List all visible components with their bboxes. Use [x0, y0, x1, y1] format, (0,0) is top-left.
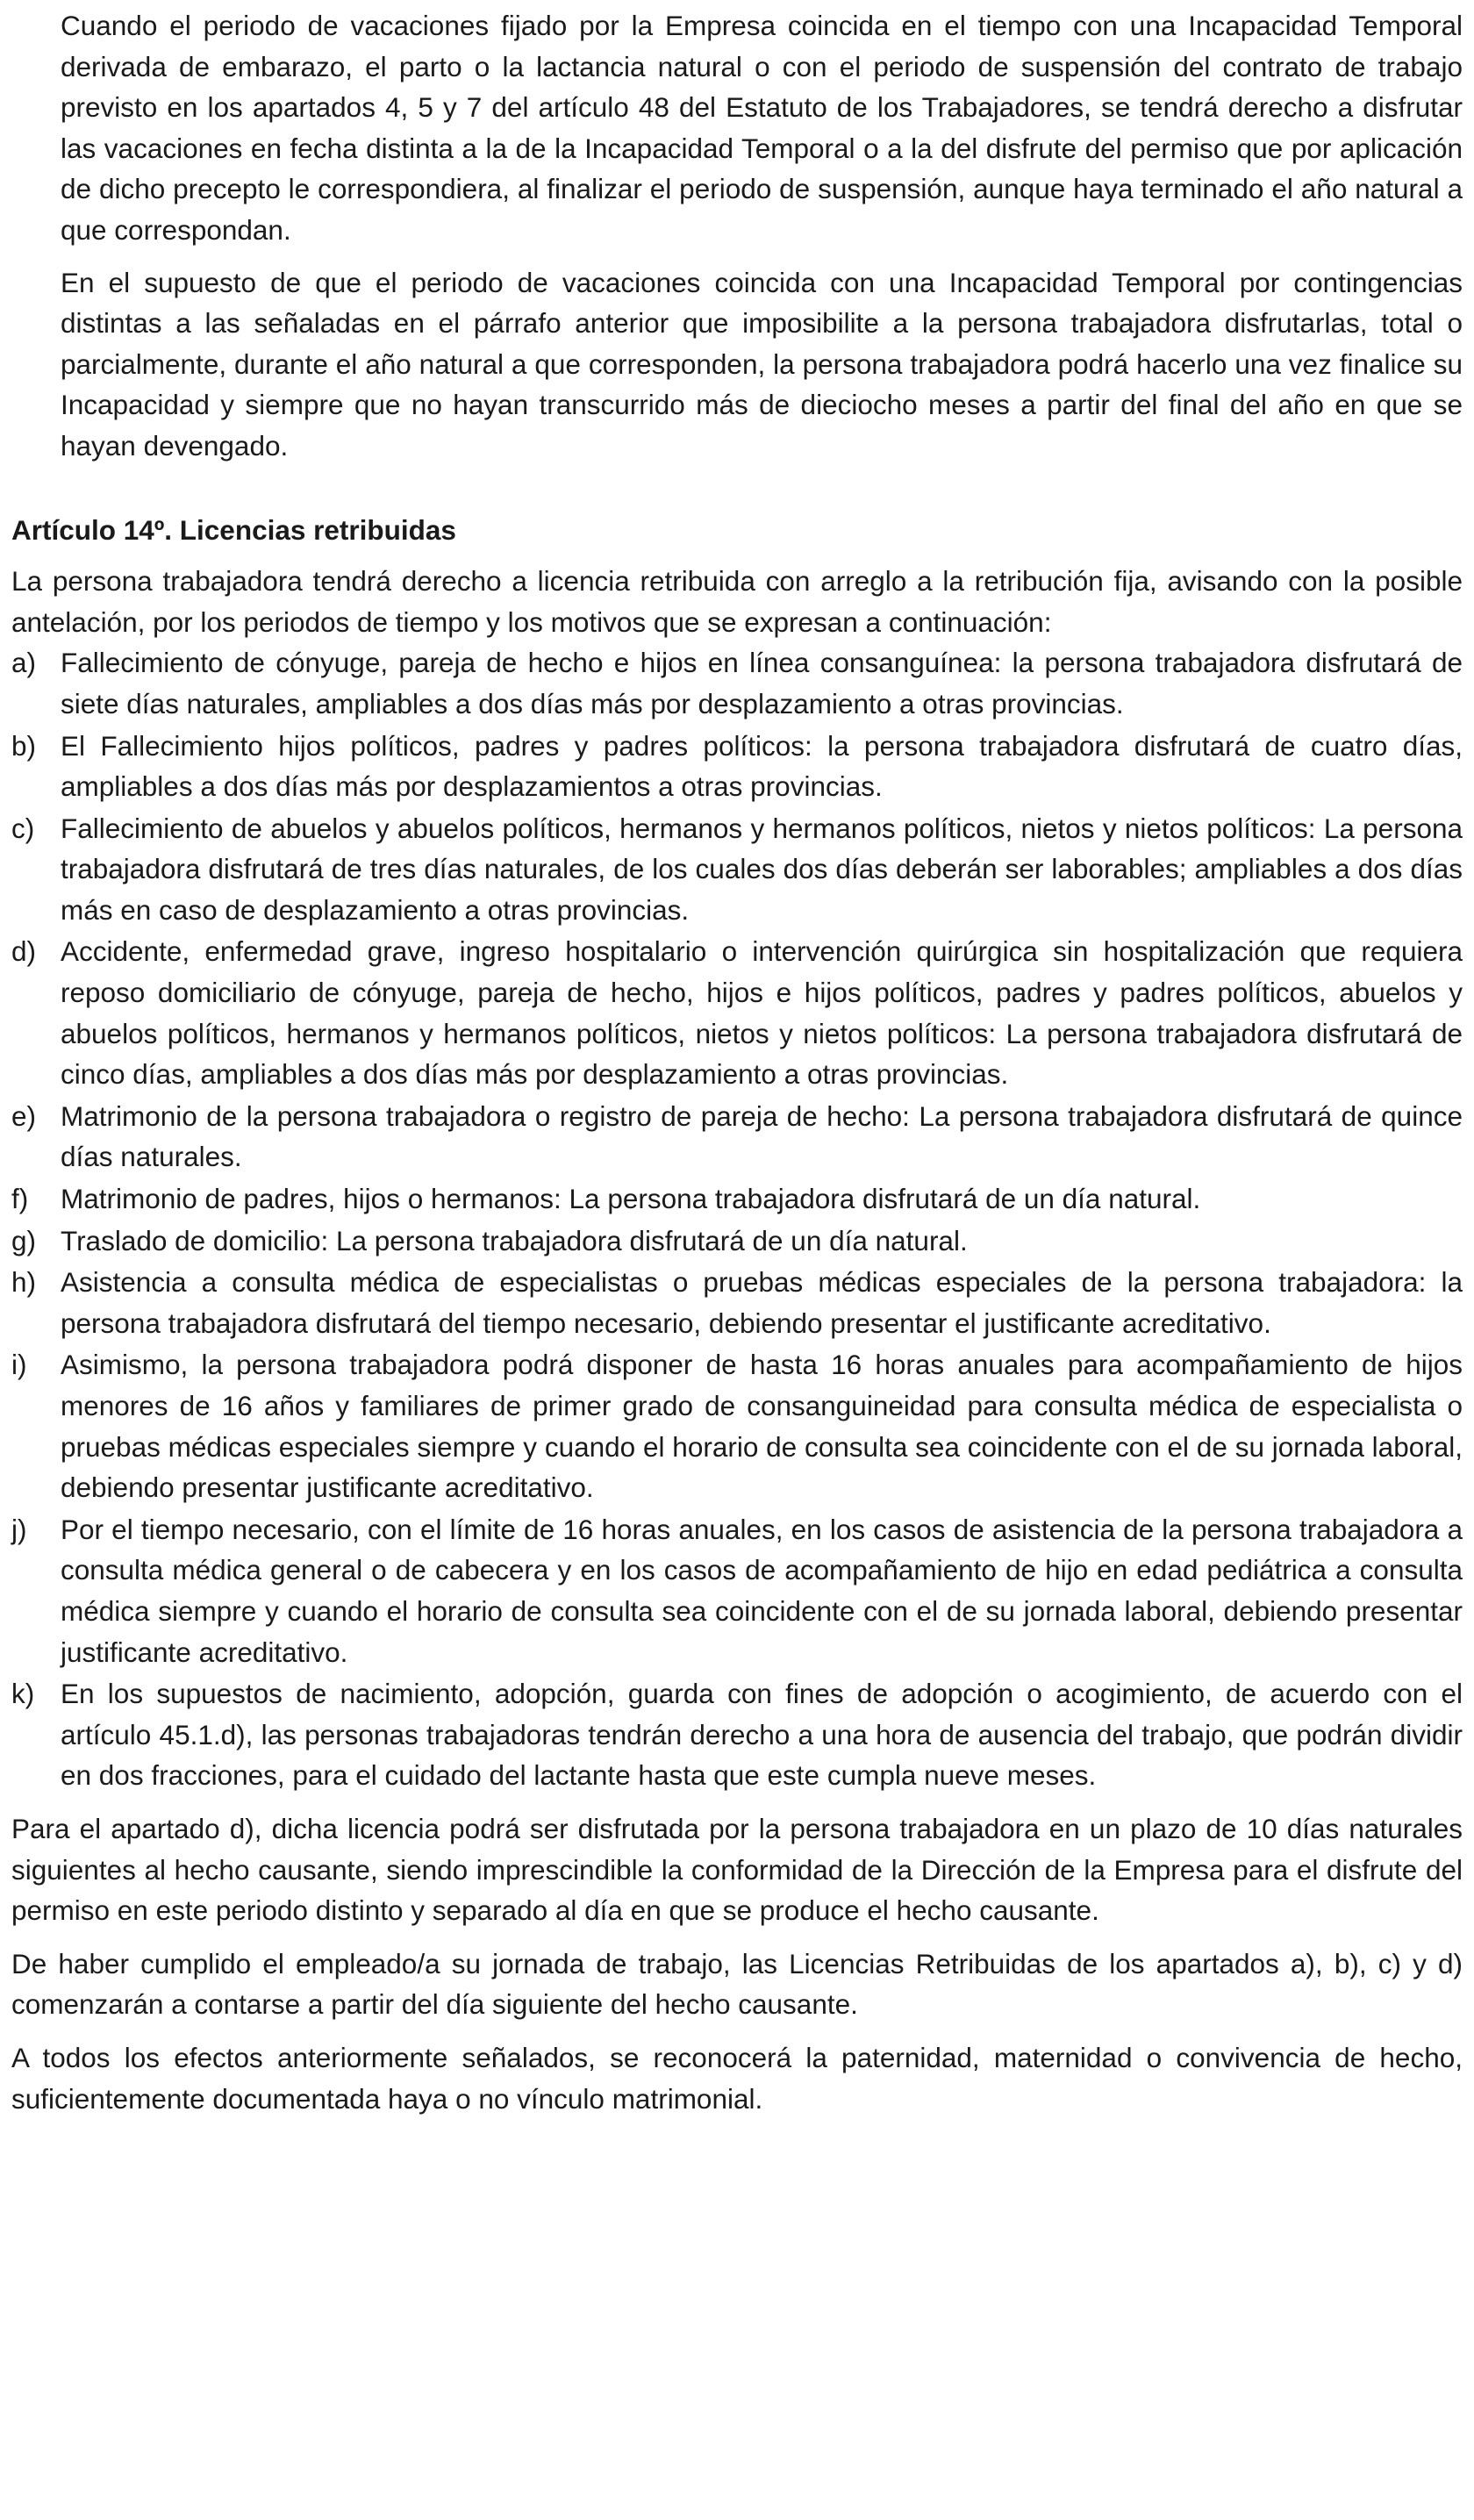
list-item — [11, 1509, 1463, 1672]
item-text: El Fallecimiento hijos políticos, padres y padres políticos: la persona trabajadora disfrutará de cuatro días, ampliables a dos días más por desplazamientos a otras provincias. — [61, 729, 1463, 803]
list-item — [11, 1221, 1463, 1262]
item-text: Fallecimiento de cónyuge, pareja de hecho e hijos en línea consanguínea: la persona trabajadora disfrutará de siete días naturales, ampliables a dos días más por desplazamiento a otras provincias. — [61, 647, 1463, 719]
item-marker: h) — [11, 1266, 37, 1299]
item-text: Por el tiempo necesario, con el límite de 16 horas anuales, en los casos de asistencia de la persona trabajadora a consulta médica general o de cabecera y en los casos de acompañamiento de hijo en edad pediátrica a consulta médica siempre y cuando el horario de consulta sea coincidente con el de su jornada laboral, debiendo presentar justificante acreditativo. — [61, 1513, 1463, 1668]
item-text: Matrimonio de la persona trabajadora o registro de pareja de hecho: La persona trabajadora disfrutará de quince días naturales. — [61, 1099, 1463, 1173]
list-item — [11, 1178, 1463, 1220]
item-marker: a) — [11, 647, 37, 679]
article-title: Artículo 14º. Licencias retribuidas — [11, 513, 456, 546]
list-item — [11, 1262, 1463, 1343]
list-item — [11, 642, 1463, 724]
item-text: Accidente, enfermedad grave, ingreso hospitalario o intervención quirúrgica sin hospitalización que requiera reposo domiciliario de cónyuge, pareja de hecho, hijos e hijos políticos, padres y padres políticos, abuelos y abuelos políticos, hermanos y hermanos políticos, nietos y nietos políticos: La persona trabajadora disfrutará de cinco días, ampliables a dos días más por desplazamiento a otras provincias. — [61, 935, 1463, 1091]
list-item — [11, 1673, 1463, 1796]
item-marker: j) — [11, 1513, 27, 1545]
item-marker: e) — [11, 1099, 37, 1132]
intro-paragraph: Cuando el periodo de vacaciones fijado por la Empresa coincida en el tiempo con una Incapacidad Temporal derivada de embarazo, el parto o la lactancia natural o con el periodo de suspensión del contrato de trabajo previsto en los apartados 4, 5 y 7 del artículo 48 del Estatuto de los Trabajadores, se tendrá derecho a disfrutar las vacaciones en fecha distinta a la de la Incapacidad Temporal o a la del disfrute del permiso que por aplicación de dicho precepto le correspondiera, al finalizar el periodo de suspensión, aunque haya terminado el año natural a que correspondan. — [61, 10, 1463, 246]
closing-paragraph: De haber cumplido el empleado/a su jornada de trabajo, las Licencias Retribuidas de los apartados a), b), c) y d) comenzarán a contarse a partir del día siguiente del hecho causante. — [11, 1947, 1463, 2021]
item-text: Traslado de domicilio: La persona trabajadora disfrutará de un día natural. — [61, 1224, 968, 1256]
item-marker: d) — [11, 935, 37, 968]
list-item — [11, 808, 1463, 931]
list-item — [11, 931, 1463, 1094]
document-page — [11, 5, 1463, 2119]
item-marker: b) — [11, 729, 37, 762]
item-text: En los supuestos de nacimiento, adopción, guarda con fines de adopción o acogimiento, de acuerdo con el artículo 45.1.d), las personas trabajadoras tendrán derecho a una hora de ausencia del trabajo, que podrán dividir en dos fracciones, para el cuidado del lactante hasta que este cumpla nueve meses. — [61, 1678, 1463, 1792]
closing-paragraph: Para el apartado d), dicha licencia podrá ser disfrutada por la persona trabajadora en un plazo de 10 días naturales siguientes al hecho causante, siendo imprescindible la conformidad de la Dirección de la Empresa para el disfrute del permiso en este periodo distinto y separado al día en que se produce el hecho causante. — [11, 1812, 1463, 1927]
article-lead: La persona trabajadora tendrá derecho a licencia retribuida con arreglo a la retribución fija, avisando con la posible antelación, por los periodos de tiempo y los motivos que se expresan a continuación: — [11, 565, 1463, 638]
item-marker: f) — [11, 1183, 29, 1215]
item-marker: i) — [11, 1349, 27, 1381]
item-marker: c) — [11, 812, 35, 844]
item-text: Asimismo, la persona trabajadora podrá disponer de hasta 16 horas anuales para acompañamiento de hijos menores de 16 años y familiares de primer grado de consanguineidad para consulta médica de especialista o pruebas médicas especiales siempre y cuando el horario de consulta sea coincidente con el de su jornada laboral, debiendo presentar justificante acreditativo. — [61, 1349, 1463, 1504]
license-list — [11, 642, 1463, 1796]
list-item — [11, 1096, 1463, 1178]
list-item — [11, 726, 1463, 807]
item-marker: k) — [11, 1678, 35, 1710]
closing-paragraph: A todos los efectos anteriormente señalados, se reconocerá la paternidad, maternidad o convivencia de hecho, suficientemente documentada haya o no vínculo matrimonial. — [11, 2041, 1463, 2115]
item-text: Asistencia a consulta médica de especialistas o pruebas médicas especiales de la persona trabajadora: la persona trabajadora disfrutará del tiempo necesario, debiendo presentar el justificante acreditativo. — [61, 1266, 1463, 1339]
item-text: Fallecimiento de abuelos y abuelos políticos, hermanos y hermanos políticos, nietos y nietos políticos: La persona trabajadora disfrutará de tres días naturales, de los cuales dos días deberán ser laborables; ampliables a dos días más en caso de desplazamiento a otras provincias. — [61, 812, 1463, 926]
item-text: Matrimonio de padres, hijos o hermanos: La persona trabajadora disfrutará de un día natural. — [61, 1183, 1201, 1215]
intro-paragraph: En el supuesto de que el periodo de vacaciones coincida con una Incapacidad Temporal por contingencias distintas a las señaladas en el párrafo anterior que imposibilite a la persona trabajadora disfrutarlas, total o parcialmente, durante el año natural a que corresponden, la persona trabajadora podrá hacerlo una vez finalice su Incapacidad y siempre que no hayan transcurrido más de dieciocho meses a partir del final del año en que se hayan devengado. — [61, 266, 1463, 462]
item-marker: g) — [11, 1224, 37, 1256]
list-item — [11, 1344, 1463, 1507]
